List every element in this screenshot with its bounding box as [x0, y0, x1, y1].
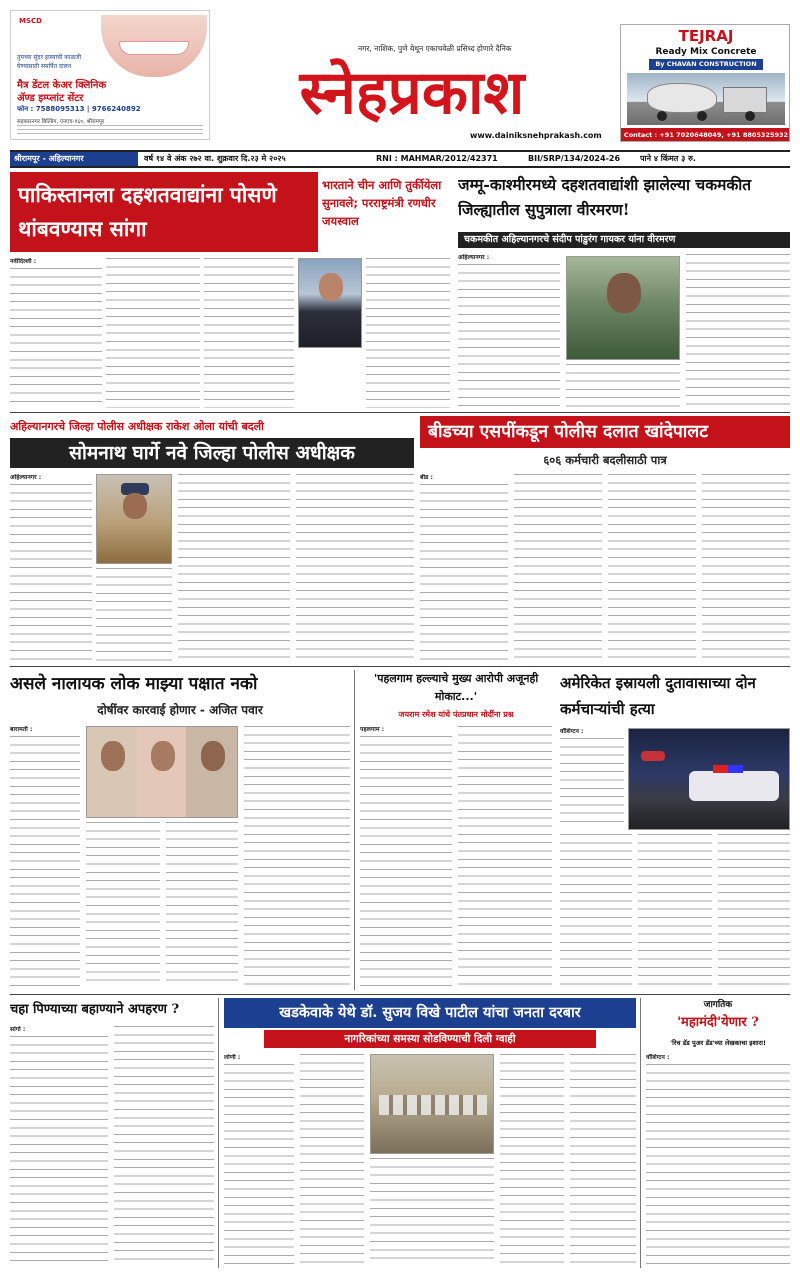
- pawar-subhead: दोषींवर कारवाई होणार - अजित पवार: [97, 703, 263, 717]
- left-ad-address: सहकारनगर बिल्डिंग, एनएच-१६०, श्रीरामपूर: [17, 119, 105, 125]
- dateline-price: पाने ४ किंमत ३ रु.: [640, 154, 696, 163]
- dateline-rni: RNI : MAHMAR/2012/42371: [376, 154, 498, 163]
- israel-dateline: वॉशिंग्टन :: [560, 728, 584, 735]
- masthead: [0, 0, 800, 148]
- beed-col-4: [702, 474, 790, 662]
- right-ad[interactable]: [620, 24, 790, 142]
- israel-col-1: [560, 728, 624, 828]
- pakistan-col-3: [204, 258, 294, 408]
- police-col-2: [96, 568, 172, 662]
- global-subhead: 'रिच डॅड पुअर डॅड'च्या लेखकाचा इशारा!: [670, 1039, 766, 1047]
- vikhe-col-4: [500, 1054, 564, 1266]
- left-ad-line2: घेण्यासाठी समर्पित दालन: [17, 63, 72, 70]
- jammu-headline: जम्मू-काश्मीरमध्ये दहशतवाद्यांशी झालेल्या चकमकीत जिल्ह्यातील सुपुत्राला वीरमरण!: [458, 175, 752, 219]
- water-headline: चहा पिण्याच्या बहाण्याने अपहरण ?: [10, 1002, 180, 1017]
- global-col-1: [646, 1054, 790, 1266]
- ready-mix: Ready Mix Concrete: [655, 47, 757, 57]
- jammu-dateline: अहिल्यानगर :: [458, 254, 490, 261]
- beed-headline: बीडच्या एसपींकडून पोलीस दलात खांदेपालट: [420, 416, 790, 448]
- police-dateline: अहिल्यानगर :: [10, 474, 42, 481]
- beed-col-2: [514, 474, 602, 662]
- story-pahalgam: [360, 670, 552, 990]
- story-israel: [560, 670, 790, 990]
- story-global: [646, 998, 790, 1268]
- mixer-truck-photo: [627, 73, 785, 125]
- divider-4: [10, 994, 790, 995]
- story-pakistan: [10, 172, 450, 410]
- jammu-col-3: [686, 254, 790, 408]
- global-headline: 'महामंदी'येणार ?: [677, 1015, 759, 1030]
- pakistan-headline: [10, 172, 318, 252]
- pakistan-headline-text: पाकिस्तानला दहशतवाद्यांना पोसणे थांबवण्यास सांगा: [18, 182, 277, 241]
- newspaper-title: स्नेहप्रकाश: [299, 58, 525, 128]
- global-dateline: वॉशिंग्टन :: [646, 1054, 670, 1061]
- pakistan-col-1: [10, 258, 102, 408]
- vikhe-col-5: [570, 1054, 636, 1266]
- darbar-photo: [370, 1054, 494, 1154]
- water-col-1: [10, 1026, 108, 1266]
- story-beed: [420, 416, 790, 664]
- left-ad-title: मैत्र डेंटल केअर क्लिनिक: [17, 80, 107, 91]
- israel-col-4: [718, 834, 790, 988]
- water-col-2: [114, 1026, 214, 1266]
- tagline: नगर, नाशिक, पुणे येथून एकाचवेळी प्रसिध्द होणारे दैनिक: [358, 44, 512, 53]
- police-headline: सोमनाथ घार्गे नवे जिल्हा पोलीस अधीक्षक: [10, 438, 414, 468]
- gharge-photo: [96, 474, 172, 564]
- story-water: [10, 998, 214, 1268]
- pahalgam-col-2: [458, 726, 552, 988]
- story-jammu: [458, 172, 790, 410]
- dateline-bar: [10, 150, 790, 168]
- pawar-col-1: [10, 726, 80, 988]
- smile-photo: [101, 15, 207, 77]
- israel-col-3: [638, 834, 712, 988]
- divider-6: [640, 998, 641, 1268]
- vikhe-dateline: लोणी :: [224, 1054, 241, 1061]
- beed-dateline: बीड :: [420, 474, 433, 481]
- pawar-dateline: बारामती :: [10, 726, 33, 733]
- police-col-1: [10, 474, 92, 662]
- by-chavan: By CHAVAN CONSTRUCTION: [649, 59, 763, 70]
- global-kicker: जागतिक: [703, 1000, 733, 1010]
- pawar-col-4: [244, 726, 350, 988]
- water-dateline: सांगो :: [10, 1026, 26, 1033]
- divider-1: [10, 412, 790, 413]
- left-ad-line1: तुमच्या सुंदर हास्याची काळजी: [17, 54, 82, 61]
- police-car-photo: [628, 728, 790, 830]
- police-col-4: [296, 474, 414, 662]
- pawar-headline: असले नालायक लोक माझ्या पक्षात नको: [10, 674, 258, 694]
- vikhe-col-2: [300, 1054, 364, 1266]
- jaiswal-photo: [298, 258, 362, 348]
- pahalgam-col-1: [360, 726, 452, 988]
- israel-headline: अमेरिकेत इस्रायली दुतावासाच्या दोन कर्मचाऱ्यांची हत्या: [560, 674, 756, 718]
- pahalgam-headline: 'पहलगाम हल्ल्याचे मुख्य आरोपी अजूनही मोकाट...': [373, 672, 539, 703]
- beed-subhead: ६०६ कर्मचारी बदलीसाठी पात्र: [543, 453, 667, 467]
- left-ad[interactable]: [10, 10, 210, 140]
- pakistan-dateline: नवीदिल्ली :: [10, 258, 37, 265]
- gaikar-photo: [566, 256, 680, 360]
- pahalgam-subhead: जयराम रमेश यांचे पंतप्रधान मोदींना प्रश्न: [398, 710, 514, 719]
- vikhe-col-3: [370, 1158, 494, 1266]
- divider-3: [354, 670, 355, 990]
- vikhe-headline: खडकेवाके येथे डॉ. सुजय विखे पाटील यांचा जनता दरबार: [224, 998, 636, 1028]
- pakistan-col-4: [366, 258, 450, 408]
- beed-col-3: [608, 474, 696, 662]
- dateline-city: श्रीरामपूर - अहिल्यानगर: [10, 152, 138, 166]
- beed-col-1: [420, 474, 508, 662]
- pawar-col-2: [86, 822, 160, 988]
- pawar-photo: [86, 726, 238, 818]
- jammu-col-2: [566, 364, 680, 408]
- pakistan-col-2: [106, 258, 200, 408]
- dateline-info: वर्ष १४ वे अंक २७२ वा. शुक्रवार दि.२३ मे २०२५: [144, 154, 286, 163]
- pahalgam-dateline: पहलगाम :: [360, 726, 385, 733]
- divider-5: [218, 998, 219, 1268]
- left-ad-title2: ॲण्ड इम्प्लांट सेंटर: [17, 93, 84, 104]
- vikhe-col-1: [224, 1054, 294, 1266]
- jammu-col-1: [458, 254, 560, 408]
- right-ad-contact: Contact : +91 7020648049, +91 8805325932: [621, 128, 790, 142]
- dateline-reg: BII/SRP/134/2024-26: [528, 154, 621, 163]
- police-kicker: अहिल्यानगरचे जिल्हा पोलीस अधीक्षक राकेश ओला यांची बदली: [10, 420, 264, 433]
- website-link[interactable]: www.dainiksnehprakash.com: [470, 131, 602, 140]
- vikhe-subhead: नागरिकांच्या समस्या सोडविण्याची दिली ग्वाही: [264, 1030, 596, 1048]
- left-ad-logo: MSCD: [19, 17, 42, 25]
- jammu-subhead: चकमकीत अहिल्यानगरचे संदीप पांडुरंग गायकर यांना वीरमरण: [458, 232, 790, 248]
- story-pawar: [10, 670, 350, 990]
- divider-2: [10, 666, 790, 667]
- story-vikhe: [224, 998, 636, 1268]
- left-ad-phone: फोन : 7588095313 | 9766240892: [17, 105, 141, 113]
- tejraj-logo: TEJRAJ: [678, 27, 734, 45]
- pawar-col-3: [166, 822, 238, 988]
- story-police: [10, 416, 414, 664]
- police-col-3: [178, 474, 290, 662]
- pakistan-side-headline: भारताने चीन आणि तुर्कीयेला सुनावले; परराष्ट्रमंत्री रणधीर जयस्वाल: [322, 178, 442, 228]
- israel-col-2: [560, 834, 632, 988]
